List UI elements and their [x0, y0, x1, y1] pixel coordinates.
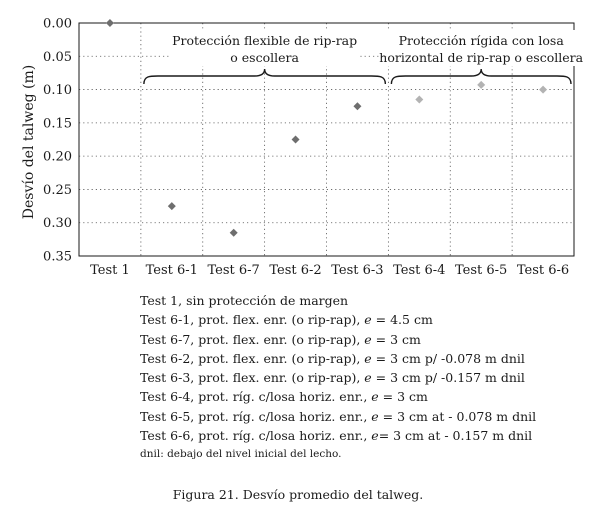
legend-line: [140, 368, 590, 387]
legend-text: Test 1, sin protección de margen: [140, 293, 349, 308]
y-tick-label: 0.05: [43, 49, 72, 65]
legend-value: = 3 cm: [371, 331, 421, 347]
legend-value: = 3 cm at - 0.157 m dnil: [378, 428, 533, 444]
annotation-line-1: Protección flexible de rip-rap: [172, 33, 358, 48]
annotation-line-2: horizontal de rip-rap o escollera: [379, 50, 584, 65]
y-tick-label: 0.35: [43, 249, 72, 265]
y-axis: [43, 17, 72, 265]
x-tick-label: Test 6-3: [331, 263, 384, 278]
legend-text: Test 6-1, prot. flex. enr. (o rip-rap),: [140, 312, 365, 328]
y-tick-label: 0.00: [43, 16, 72, 32]
x-tick-label: Test 1: [90, 263, 130, 278]
y-tick-label: 0.25: [43, 182, 72, 198]
legend-line: [140, 291, 590, 310]
annotations: [144, 30, 584, 84]
legend-symbol: e: [371, 428, 379, 444]
legend-text: Test 6-4, prot. ríg. c/losa horiz. enr.,: [140, 389, 372, 405]
legend-symbol: e: [364, 370, 372, 386]
legend-symbol: e: [364, 331, 372, 347]
legend-text: Test 6-3, prot. flex. enr. (o rip-rap),: [140, 370, 365, 386]
legend-value: = 3 cm p/ -0.157 m dnil: [371, 370, 525, 386]
legend-note: dnil: debajo del nivel inicial del lecho.: [140, 448, 342, 461]
annotation-group: [379, 30, 583, 84]
data-point: [539, 86, 547, 94]
x-tick-label: Test 6-2: [269, 263, 322, 278]
annotation-group: [144, 30, 386, 84]
legend-line: [140, 310, 590, 329]
legend-text: Test 6-6, prot. ríg. c/losa horiz. enr.,: [140, 428, 372, 444]
y-tick-label: 0.10: [43, 83, 72, 99]
x-tick-label: Test 6-7: [207, 263, 260, 278]
x-tick-label: Test 6-1: [145, 263, 198, 278]
data-point: [292, 136, 300, 144]
legend-line: [140, 407, 590, 426]
data-point: [353, 102, 361, 110]
legend-value: = 3 cm: [378, 389, 428, 405]
legend-value: = 3 cm at - 0.078 m dnil: [378, 408, 537, 424]
legend-value: = 3 cm p/ -0.078 m dnil: [371, 350, 525, 366]
x-tick-label: Test 6-6: [516, 263, 570, 278]
legend-line: [140, 387, 590, 406]
legend-text: Test 6-7, prot. flex. enr. (o rip-rap),: [140, 331, 365, 347]
y-tick-label: 0.20: [43, 149, 72, 165]
data-point: [230, 229, 238, 237]
legend-line: [140, 330, 590, 349]
legend-text: Test 6-5, prot. ríg. c/losa horiz. enr.,: [140, 408, 372, 424]
x-tick-label: Test 6-4: [393, 263, 446, 278]
legend-text: Test 6-2, prot. flex. enr. (o rip-rap),: [140, 350, 365, 366]
annotation-line-1: Protección rígida con losa: [398, 33, 564, 48]
legend-symbol: e: [371, 408, 379, 424]
y-tick-label: 0.30: [43, 216, 72, 232]
data-point: [168, 202, 176, 210]
x-tick-label: Test 6-5: [455, 263, 508, 278]
legend-symbol: e: [364, 312, 372, 328]
annotation-brace: [144, 69, 386, 84]
legend: [140, 291, 590, 460]
annotation-line-2: o escollera: [230, 50, 299, 65]
figure-caption: Figura 21. Desvío promedio del talweg.: [172, 487, 424, 502]
data-point: [415, 96, 423, 104]
data-point: [106, 19, 114, 27]
legend-symbol: e: [364, 350, 372, 366]
legend-line: [140, 426, 590, 445]
y-axis-label: Desvío del talweg (m): [21, 64, 37, 220]
legend-value: = 4.5 cm: [371, 312, 433, 328]
legend-line: [140, 349, 590, 368]
x-axis: [90, 263, 569, 278]
legend-symbol: e: [371, 389, 379, 405]
y-tick-label: 0.15: [43, 116, 72, 132]
data-point: [477, 81, 485, 89]
